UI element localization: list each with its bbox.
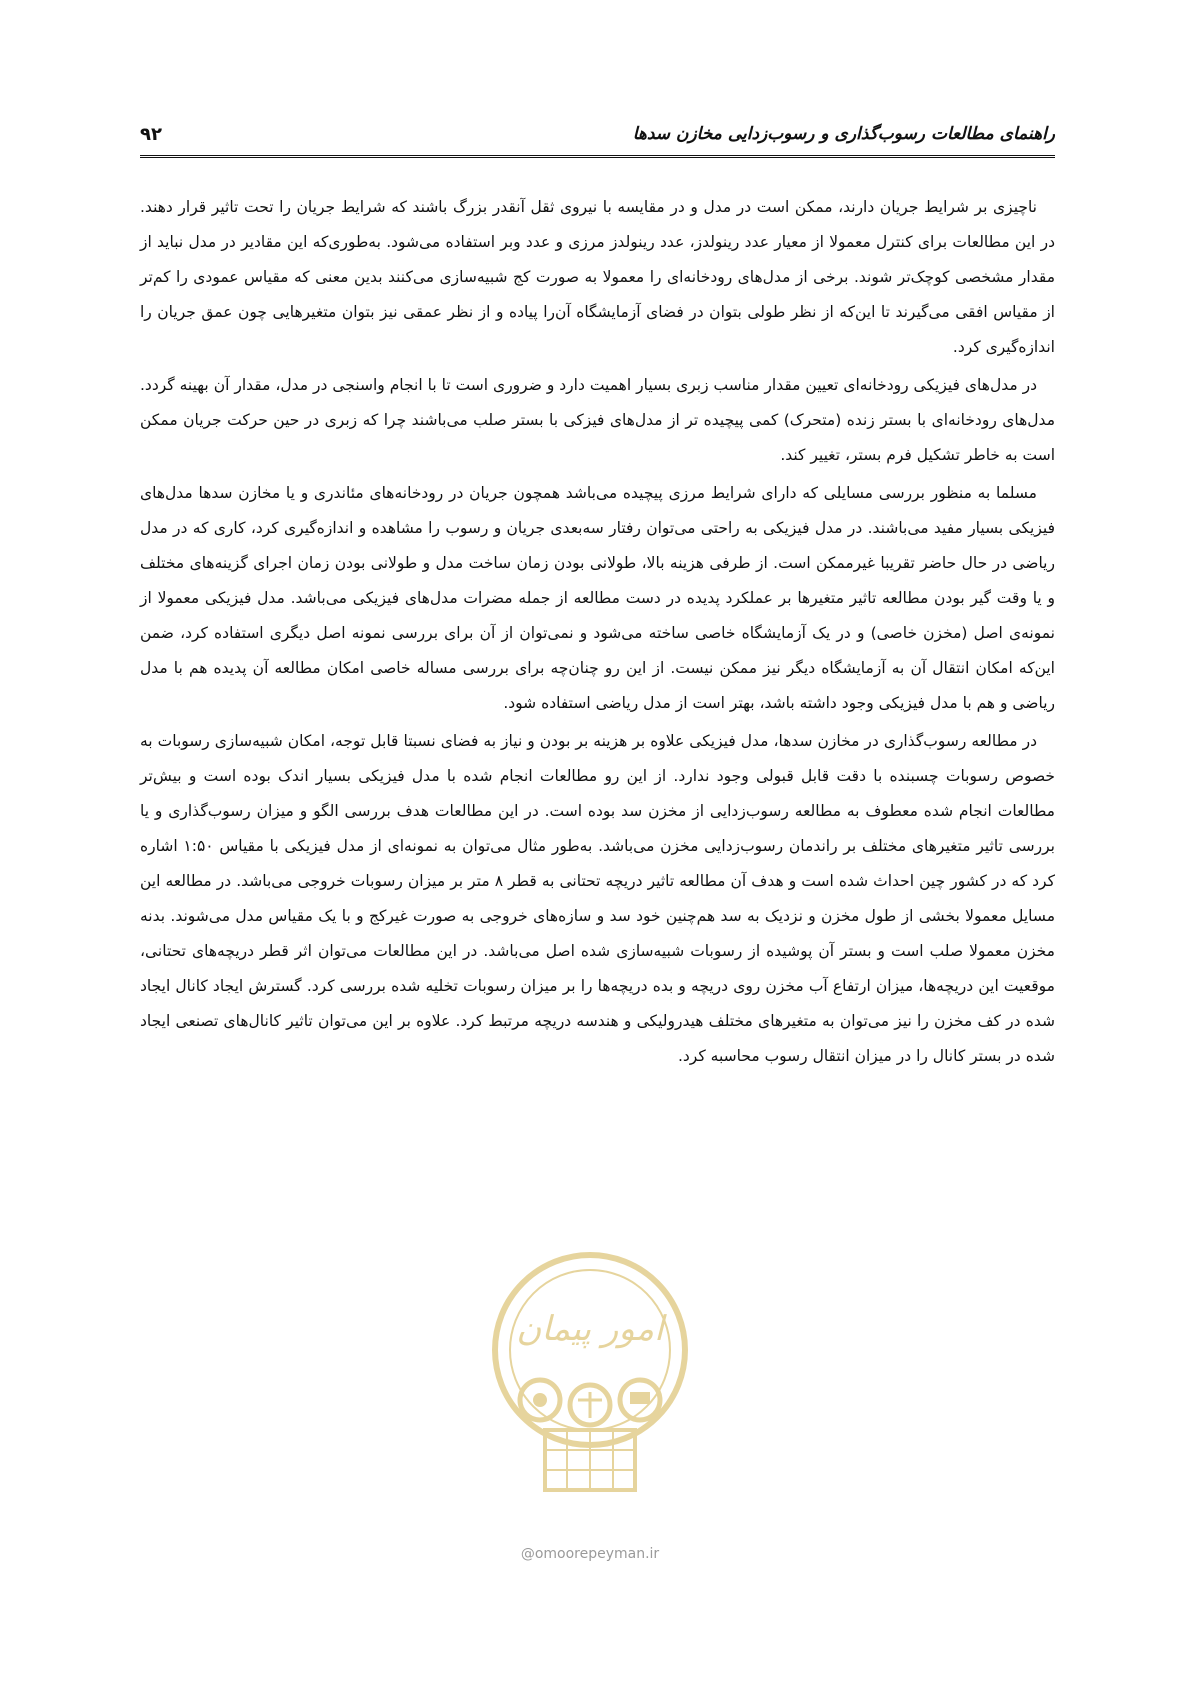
watermark-logo-text: امور پیمان: [516, 1309, 664, 1349]
page-number: ۹۲: [140, 124, 162, 145]
paragraph-3: مسلما به منظور بررسی مسایلی که دارای شرایط مرزی پیچیده می‌باشد همچون جریان در رودخانه‌های مئاندری و یا مخازن سدها مدل‌های فیزیکی بسیار مفید می‌باشند. در مدل فیزیکی به راحتی می‌توان رفتار سه‌بعدی جریان و رسوب را مشاهده و اندازه‌گیری کرد، کاری که در مدل ریاضی در حال حاضر تقریبا غیرممکن است. از طرفی هزینه بالا، طولانی بودن زمان ساخت مدل و طولانی بودن زمان اجرای گزینه‌های مختلف و یا وقت گیر بودن مطالعه تاثیر متغیرها بر عملکرد پدیده در دست مطالعه از جمله مضرات مدل‌های فیزیکی می‌باشد. مدل فیزیکی معمولا از نمونه‌ی اصل (مخزن خاصی) و در یک آزمایشگاه خاصی ساخته می‌شود و نمی‌توان از آن برای بررسی نمونه اصل دیگری استفاده کرد، ضمن این‌که امکان انتقال آن به آزمایشگاه دیگر نیز ممکن نیست. از این رو چنان‌چه برای بررسی مساله خاصی امکان مطالعه آن پدیده هم با مدل ریاضی و هم با مدل فیزیکی وجود داشته باشد، بهتر است از مدل ریاضی استفاده شود.: [140, 484, 1055, 712]
gear-icon: [520, 1380, 560, 1420]
header-title: راهنمای مطالعات رسوب‌گذاری و رسوب‌زدایی مخازن سدها: [632, 124, 1055, 144]
scales-icon: [570, 1385, 610, 1425]
body-text: [140, 190, 1055, 1077]
watermark-url: @omoorepeyman.ir: [520, 1546, 660, 1562]
watermark-logo: [440, 1240, 740, 1540]
paragraph-1: ناچیزی بر شرایط جریان دارند، ممکن است در مدل و در مقایسه با نیروی ثقل آنقدر بزرگ باشند که شرایط جریان را تحت تاثیر قرار دهند. در این مطالعات برای کنترل معمولا از معیار عدد رینولدز، عدد رینولدز مرزی و عدد وبر استفاده می‌شود. به‌طوری‌که این مقادیر در مدل نباید از مقدار مشخصی کوچک‌تر شوند. برخی از مدل‌های رودخانه‌ای را معمولا به صورت کج شبیه‌سازی می‌کنند بدین معنی که مقیاس عمودی را کم‌تر از مقیاس افقی می‌گیرند تا این‌که از نظر طولی بتوان در فضای آزمایشگاه آن‌را پیاده و از نظر عمقی نیز بتوان متغیرهایی چون عمق جریان را اندازه‌گیری کرد.: [140, 198, 1055, 356]
page-header: [140, 118, 1055, 158]
truck-icon: [620, 1380, 660, 1420]
paragraph-2: در مدل‌های فیزیکی رودخانه‌ای تعیین مقدار مناسب زبری بسیار اهمیت دارد و ضروری است تا با انجام واسنجی در مدل، مقدار آن بهینه گردد. مدل‌های رودخانه‌ای با بستر زنده (متحرک) کمی پیچیده تر از مدل‌های فیزکی با بستر صلب می‌باشند چرا که زبری در حین حرکت جریان ممکن است به خاطر تشکیل فرم بستر، تغییر کند.: [140, 376, 1055, 464]
paragraph-4: در مطالعه رسوب‌گذاری در مخازن سدها، مدل فیزیکی علاوه بر هزینه بر بودن و نیاز به فضای نسبتا قابل توجه، امکان شبیه‌سازی رسوبات به خصوص رسوبات چسبنده با دقت قابل قبولی وجود ندارد. از این رو مطالعات انجام شده با مدل فیزیکی بسیار اندک بوده است و بیش‌تر مطالعات انجام شده معطوف به مطالعه رسوب‌زدایی از مخزن سد بوده است. در این مطالعات هدف بررسی الگو و میزان رسوب‌گذاری و یا بررسی تاثیر متغیرهای مختلف بر راندمان رسوب‌زدایی مخزن می‌باشد. به‌طور مثال می‌توان به نمونه‌ای از مدل فیزیکی با مقیاس ۱:۵۰ اشاره کرد که در کشور چین احداث شده است و هدف آن مطالعه تاثیر دریچه تحتانی به قطر ۸ متر بر میزان رسوبات خروجی می‌باشد. در مطالعه این مسایل معمولا بخشی از طول مخزن و نزدیک به سد هم‌چنین خود سد و سازه‌های خروجی به صورت غیرکج و با یک مقیاس مدل می‌شوند. بدنه مخزن معمولا صلب است و بستر آن پوشیده از رسوبات شبیه‌سازی شده اصل می‌باشد. در این مطالعات می‌توان اثر قطر دریچه‌های تحتانی، موقعیت این دریچه‌ها، میزان ارتفاع آب مخزن روی دریچه و بده دریچه‌ها را بر میزان رسوبات تخلیه شده بررسی کرد. گسترش ایجاد کانال ایجاد شده در کف مخزن را نیز می‌توان به متغیرهای مختلف هیدرولیکی و هندسه دریچه مرتبط کرد. علاوه بر این می‌توان تاثیر کانال‌های تصنعی ایجاد شده در بستر کانال را در میزان انتقال رسوب محاسبه کرد.: [140, 732, 1055, 1065]
